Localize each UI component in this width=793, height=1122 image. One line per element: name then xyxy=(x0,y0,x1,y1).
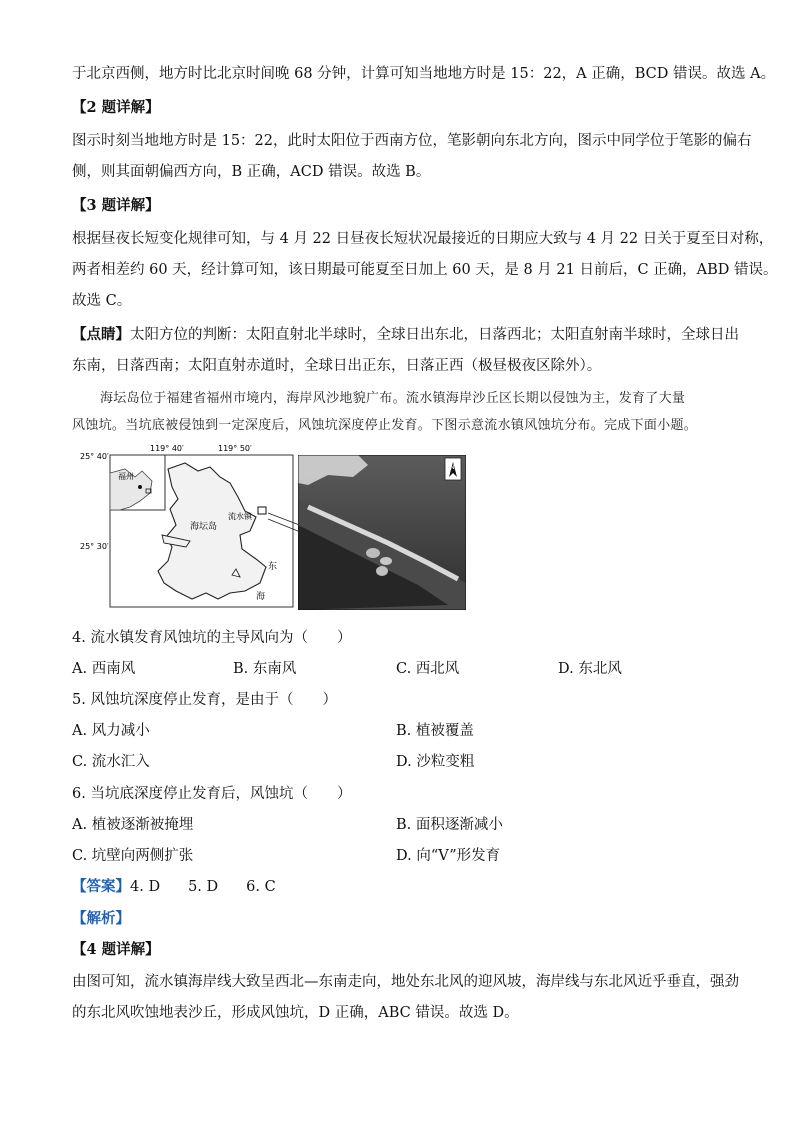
question-5: 5. 风蚀坑深度停止发育，是由于（ ） xyxy=(72,692,337,708)
option-5b: B. 植被覆盖 xyxy=(396,723,474,739)
blowout-pit xyxy=(376,566,388,576)
blowout-pit xyxy=(366,548,380,558)
analysis-label: 【解析】 xyxy=(72,910,130,927)
answer-6: 6. C xyxy=(246,879,276,895)
option-6b: B. 面积逐渐减小 xyxy=(396,817,503,833)
option-4a: A. 西南风 xyxy=(72,661,136,677)
paragraph-line: 由图可知，流水镇海岸线大致呈西北—东南走向，地处东北风的迎风坡，海岸线与东北风近乎垂直，强劲 xyxy=(72,974,739,990)
island-label: 海坛岛 xyxy=(190,522,218,532)
option-6c: C. 坑壁向两侧扩张 xyxy=(72,848,194,864)
option-6a: A. 植被逐渐被掩埋 xyxy=(72,817,194,833)
paragraph-line: 根据昼夜长短变化规律可知，与 4 月 22 日昼夜长短状况最接近的日期应大致与 4 月 22 日关于夏至日对称， xyxy=(72,231,774,247)
latitude-label: 25° 40′ xyxy=(80,452,109,461)
answer-5: 5. D xyxy=(188,879,219,895)
tip-label: 【点睛】 xyxy=(72,326,130,343)
paragraph-line: 两者相差约 60 天，经计算可知，该日期最可能夏至日加上 60 天，是 8 月 21 日前后，C 正确，ABD 错误。 xyxy=(72,262,778,278)
section-heading: 【4 题详解】 xyxy=(72,941,160,958)
answer-line xyxy=(72,877,276,897)
option-5a: A. 风力减小 xyxy=(72,723,150,739)
paragraph-line: 东南，日落西南；太阳直射赤道时，全球日出正东，日落正西（极昼极夜区除外）。 xyxy=(72,358,602,374)
question-intro-line: 海坛岛位于福建省福州市境内，海岸风沙地貌广布。流水镇海岸沙丘区长期以侵蚀为主，发育了大量 xyxy=(100,391,686,406)
question-intro-line: 风蚀坑。当坑底被侵蚀到一定深度后，风蚀坑深度停止发育。下图示意流水镇风蚀坑分布。完成下面小题。 xyxy=(72,418,698,433)
option-5d: D. 沙粒变粗 xyxy=(396,754,475,770)
longitude-label: 119° 40′ xyxy=(150,444,184,453)
option-4b: B. 东南风 xyxy=(233,661,297,677)
answer-label: 【答案】 xyxy=(72,878,130,895)
option-6d: D. 向“V”形发育 xyxy=(396,848,501,864)
tip-paragraph xyxy=(72,325,739,345)
north-label: N xyxy=(450,464,455,471)
longitude-label: 119° 50′ xyxy=(218,444,252,453)
paragraph-line: 侧，则其面朝偏西方向，B 正确，ACD 错误。故选 B。 xyxy=(72,164,431,180)
city-label: 福州 xyxy=(118,472,134,481)
paragraph-line: 故选 C。 xyxy=(72,293,132,309)
satellite-photo xyxy=(298,455,466,610)
option-5c: C. 流水汇入 xyxy=(72,754,150,770)
town-label: 流水镇 xyxy=(228,512,252,521)
section-heading: 【3 题详解】 xyxy=(72,197,160,214)
option-4c: C. 西北风 xyxy=(396,661,460,677)
paragraph-line: 的东北风吹蚀地表沙丘，形成风蚀坑，D 正确，ABC 错误。故选 D。 xyxy=(72,1005,519,1021)
question-4: 4. 流水镇发育风蚀坑的主导风向为（ ） xyxy=(72,630,352,646)
city-dot xyxy=(138,485,142,489)
blowout-pit xyxy=(380,557,392,565)
section-heading: 【2 题详解】 xyxy=(72,99,160,116)
sea-label: 海 xyxy=(256,592,266,602)
tip-text: 太阳方位的判断：太阳直射北半球时，全球日出东北，日落西北；太阳直射南半球时，全球日出 xyxy=(130,327,739,343)
answer-4: 4. D xyxy=(130,879,161,895)
question-6: 6. 当坑底深度停止发育后，风蚀坑（ ） xyxy=(72,786,352,802)
sea-label: 东 xyxy=(268,562,278,572)
paragraph-line: 图示时刻当地地方时是 15：22，此时太阳位于西南方位，笔影朝向东北方向，图示中同学位于笔影的偏右 xyxy=(72,133,752,149)
paragraph-line: 于北京西侧，地方时比北京时间晚 68 分钟，计算可知当地地方时是 15：22，A 正确，BCD 错误。故选 A。 xyxy=(72,66,776,82)
latitude-label: 25° 30′ xyxy=(80,542,109,551)
option-4d: D. 东北风 xyxy=(558,661,622,677)
